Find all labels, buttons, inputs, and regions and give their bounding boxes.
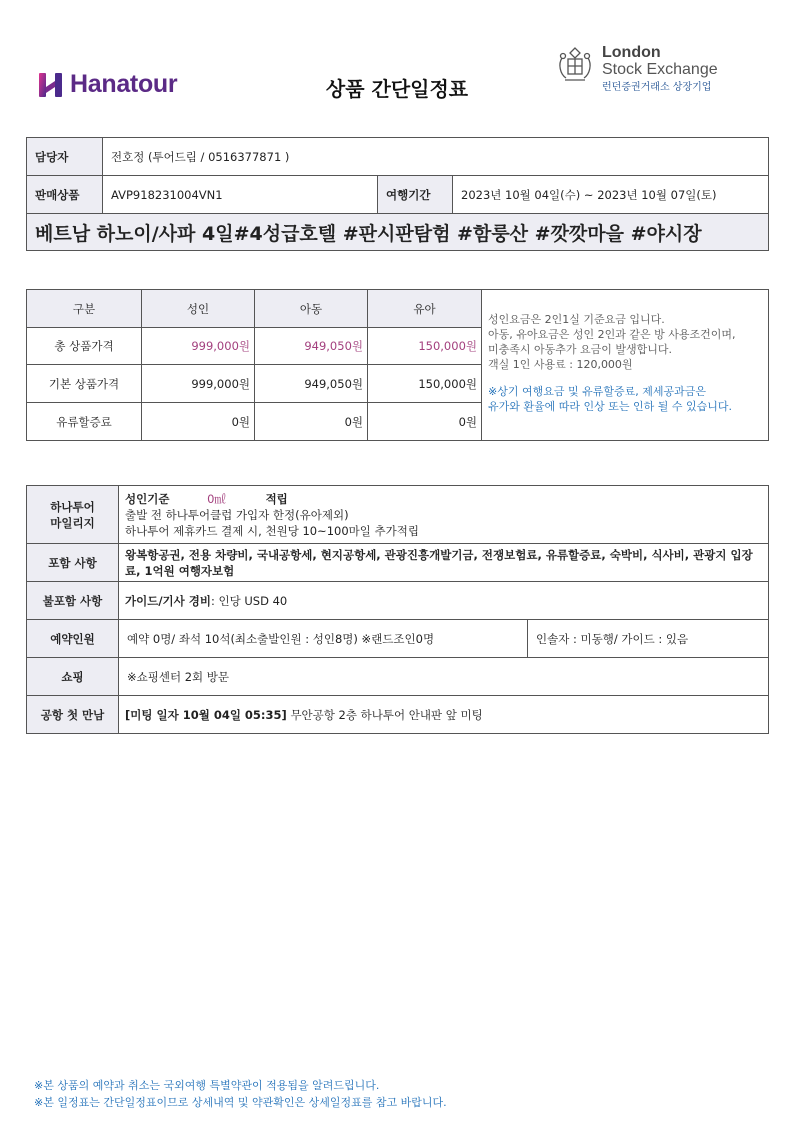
- booking-label: 예약인원: [27, 620, 119, 658]
- price-note-line: 아동, 유아요금은 성인 2인과 같은 방 사용조건이며,: [488, 328, 736, 341]
- footer-notes: [34, 1077, 447, 1111]
- price-infant: 150,000원: [368, 328, 482, 365]
- manager-value: 전호정 (투어드림 / 0516377871 ): [103, 138, 769, 176]
- include-label: 포함 사항: [27, 544, 119, 582]
- include-value: 왕복항공권, 전용 차량비, 국내공항세, 현지공항세, 관광진흥개발기금, 전쟁보험료, 유류할증료, 숙박비, 식사비, 관광지 입장료, 1억원 여행자보험: [119, 544, 769, 582]
- details-table: [26, 485, 769, 734]
- price-note-line: 객실 1인 사용료 : 120,000원: [488, 358, 633, 371]
- price-note-line: 성인요금은 2인1실 기준요금 입니다.: [488, 313, 665, 326]
- mileage-amount: 0㎖: [207, 491, 226, 506]
- exclude-detail: : 인당 USD 40: [210, 593, 288, 608]
- price-infant: 150,000원: [368, 365, 482, 403]
- meeting-place: 무안공항 2층 하나투어 안내판 앞 미팅: [286, 707, 483, 722]
- price-row-label: 유류할증료: [27, 403, 142, 441]
- product-title: 베트남 하노이/사파 4일#4성급호텔 #판시판탐험 #함룽산 #깟깟마을 #야시장: [27, 214, 769, 251]
- info-table: [26, 137, 769, 251]
- footer-note-line: ※본 상품의 예약과 취소는 국외여행 특별약관이 적용됨을 알려드립니다.: [34, 1079, 380, 1092]
- booking-value: 예약 0명/ 좌석 10석(최소출발인원 : 성인8명) ※랜드조인0명: [119, 620, 528, 658]
- meeting-value: [119, 696, 769, 734]
- shopping-label: 쇼핑: [27, 658, 119, 696]
- price-header-child: 아동: [255, 290, 368, 328]
- price-disclaimer-line: ※상기 여행요금 및 유류할증료, 제세공과금은: [488, 385, 706, 398]
- mileage-label-line1: 하나투어: [50, 499, 95, 514]
- price-note-line: 미충족시 아동추가 요금이 발생합니다.: [488, 343, 673, 356]
- price-child: 0원: [255, 403, 368, 441]
- price-row-label: 총 상품가격: [27, 328, 142, 365]
- product-code-label: 판매상품: [27, 176, 103, 214]
- product-code-value: AVP918231004VN1: [103, 176, 378, 214]
- mileage-condition: 출발 전 하나투어클럽 가입자 한정(유아제외): [125, 507, 349, 522]
- lse-logo: [556, 44, 718, 96]
- price-infant: 0원: [368, 403, 482, 441]
- mileage-basis: 성인기준: [125, 491, 170, 506]
- price-row-label: 기본 상품가격: [27, 365, 142, 403]
- mileage-label-line2: 마일리지: [50, 515, 95, 530]
- lse-name-line1: London: [602, 44, 661, 61]
- mileage-card-bonus: 하나투어 제휴카드 결제 시, 천원당 10~100마일 추가적립: [125, 523, 419, 538]
- price-adult: 999,000원: [142, 328, 255, 365]
- price-disclaimer: [488, 384, 766, 414]
- price-header-adult: 성인: [142, 290, 255, 328]
- price-header-category: 구분: [27, 290, 142, 328]
- lse-listed-label: 런던증권거래소 상장기업: [602, 82, 712, 93]
- travel-period-label: 여행기간: [378, 176, 453, 214]
- exclude-item: 가이드/기사 경비: [125, 593, 211, 608]
- lse-name-line2: Stock Exchange: [602, 61, 718, 78]
- price-header-infant: 유아: [368, 290, 482, 328]
- guide-value: 인솔자 : 미동행/ 가이드 : 있음: [528, 620, 769, 658]
- price-child: 949,050원: [255, 328, 368, 365]
- lse-crest-icon: [556, 44, 594, 96]
- footer-note-line: ※본 일정표는 간단일정표이므로 상세내역 및 약관확인은 상세일정표를 참고 바랍니다.: [34, 1096, 447, 1109]
- travel-period-value: 2023년 10월 04일(수) ~ 2023년 10월 07일(토): [453, 176, 769, 214]
- price-notes: [482, 290, 769, 441]
- price-table: [26, 289, 769, 441]
- meeting-time: [미팅 일자 10월 04일 05:35]: [125, 707, 287, 722]
- price-adult: 0원: [142, 403, 255, 441]
- mileage-value: [119, 486, 769, 544]
- price-child: 949,050원: [255, 365, 368, 403]
- mileage-earn: 적립: [265, 491, 288, 506]
- price-adult: 999,000원: [142, 365, 255, 403]
- price-disclaimer-line: 유가와 환율에 따라 인상 또는 인하 될 수 있습니다.: [488, 400, 732, 413]
- page-title: 상품 간단일정표: [325, 77, 469, 101]
- exclude-label: 불포함 사항: [27, 582, 119, 620]
- brand-name: Hanatour: [70, 70, 178, 98]
- meeting-label: 공항 첫 만남: [27, 696, 119, 734]
- exclude-value: [119, 582, 769, 620]
- shopping-value: ※쇼핑센터 2회 방문: [119, 658, 769, 696]
- mileage-label: [27, 486, 119, 544]
- manager-label: 담당자: [27, 138, 103, 176]
